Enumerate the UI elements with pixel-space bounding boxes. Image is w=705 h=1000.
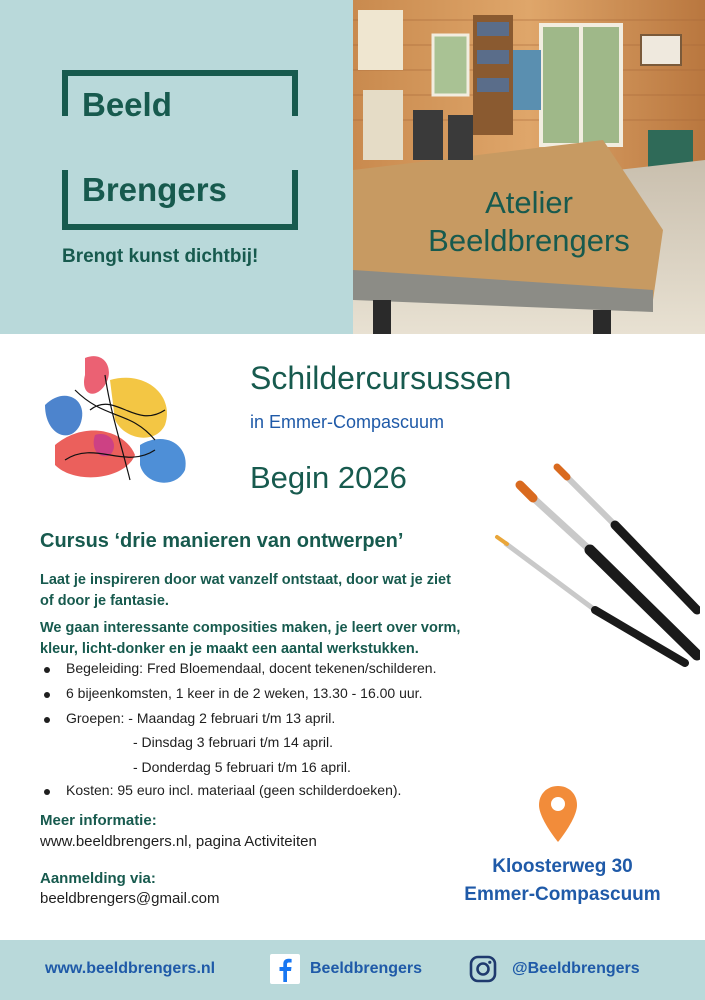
- header-band: [0, 0, 705, 334]
- course-title: Cursus ‘drie manieren van ontwerpen’: [40, 530, 404, 552]
- address-street: Kloosterweg 30: [492, 856, 633, 877]
- list-item: [40, 685, 500, 707]
- intro1-line2: of door je fantasie.: [40, 593, 169, 609]
- location-subtitle: in Emmer-Compascuum: [250, 412, 445, 432]
- instagram-icon[interactable]: [468, 954, 498, 984]
- intro-paragraph-2: [40, 618, 480, 660]
- tagline: Brengt kunst dichtbij!: [62, 246, 259, 267]
- list-item: [40, 710, 500, 732]
- atelier-interior-image: [353, 0, 705, 334]
- signup-heading: Aanmelding via:: [40, 870, 156, 887]
- list-item: [40, 782, 500, 804]
- more-info-text: www.beeldbrengers.nl, pagina Activiteiten: [40, 833, 317, 850]
- bullet-dot-icon: [44, 789, 50, 795]
- abstract-painting-image: [35, 350, 195, 500]
- footer-facebook-link[interactable]: Beeldbrengers: [310, 960, 423, 977]
- group-line: - Donderdag 5 februari t/m 16 april.: [133, 759, 351, 775]
- paintbrushes-image: [485, 455, 700, 670]
- logo-word-beeld: Beeld: [82, 86, 172, 123]
- atelier-photo: [353, 0, 705, 334]
- list-item-text: Kosten: 95 euro incl. materiaal (geen schilderdoeken).: [66, 782, 402, 798]
- address-city: Emmer-Compascuum: [464, 884, 661, 905]
- intro-paragraph-1: [40, 570, 480, 612]
- bullet-dot-icon: [44, 667, 50, 673]
- list-item-text: 6 bijeenkomsten, 1 keer in de 2 weken, 13.30 - 16.00 uur.: [66, 685, 423, 701]
- logo-word-brengers: Brengers: [82, 171, 227, 208]
- start-date-heading: Begin 2026: [250, 460, 407, 495]
- page-title: Schildercursussen: [250, 360, 512, 396]
- footer-instagram-link[interactable]: @Beeldbrengers: [512, 960, 640, 977]
- intro2-line1: We gaan interessante composities maken, je leert over vorm,: [40, 620, 461, 636]
- facebook-glyph: [270, 954, 300, 984]
- list-item: [40, 660, 500, 682]
- bullet-dot-icon: [44, 717, 50, 723]
- intro2-line2: kleur, licht-donker en je maakt een aantal werkstukken.: [40, 641, 419, 657]
- intro1-line1: Laat je inspireren door wat vanzelf ontstaat, door wat je ziet: [40, 572, 451, 588]
- facebook-icon[interactable]: [270, 954, 300, 984]
- more-info-heading: Meer informatie:: [40, 812, 157, 829]
- bullet-dot-icon: [44, 692, 50, 698]
- group-line: - Dinsdag 3 februari t/m 14 april.: [133, 734, 333, 750]
- footer-website-link[interactable]: www.beeldbrengers.nl: [45, 960, 216, 977]
- atelier-caption-line2: Beeldbrengers: [428, 223, 630, 258]
- footer: [0, 940, 705, 1000]
- list-item-text: Begeleiding: Fred Bloemendaal, docent tekenen/schilderen.: [66, 660, 437, 676]
- list-item-text: Groepen: - Maandag 2 februari t/m 13 april.: [66, 710, 336, 726]
- atelier-caption-line1: Atelier: [485, 185, 573, 220]
- signup-email: beeldbrengers@gmail.com: [40, 890, 220, 907]
- location-pin-icon: [537, 784, 579, 844]
- logo: [62, 70, 292, 230]
